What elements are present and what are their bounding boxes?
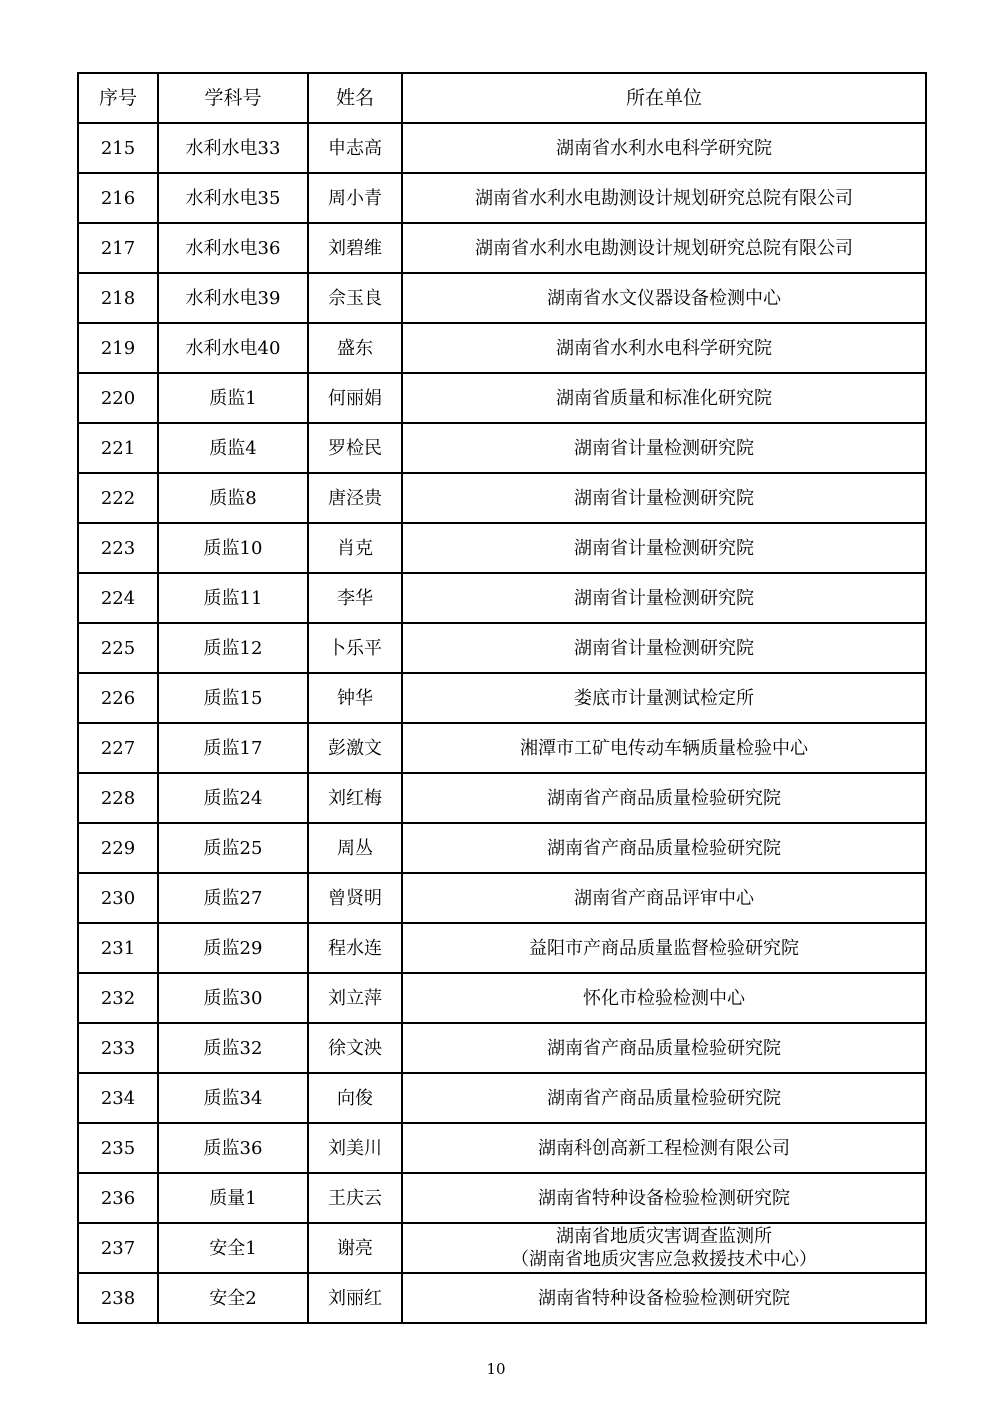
- unit-line: 湖南省水利水电科学研究院: [556, 337, 772, 359]
- table-row: [78, 923, 926, 973]
- serial-number-cell: 229: [78, 823, 158, 873]
- table-row: [78, 823, 926, 873]
- subject-code-cell: 质监36: [158, 1123, 308, 1173]
- name-cell: 谢亮: [308, 1223, 402, 1273]
- table-row: [78, 773, 926, 823]
- serial-number-cell: 226: [78, 673, 158, 723]
- unit-cell: [402, 1023, 926, 1073]
- unit-cell: [402, 323, 926, 373]
- unit-line: 娄底市计量测试检定所: [574, 687, 754, 709]
- unit-cell: [402, 873, 926, 923]
- unit-line: （湖南省地质灾害应急救援技术中心）: [511, 1249, 817, 1270]
- unit-line: 湖南省计量检测研究院: [574, 487, 754, 509]
- table-row: [78, 1073, 926, 1123]
- table-row: [78, 123, 926, 173]
- serial-number-cell: 221: [78, 423, 158, 473]
- table-body: [78, 123, 926, 1323]
- unit-cell: [402, 373, 926, 423]
- subject-code-cell: 质监17: [158, 723, 308, 773]
- unit-cell: [402, 573, 926, 623]
- table-row: [78, 573, 926, 623]
- table-row: [78, 1173, 926, 1223]
- unit-cell: [402, 1073, 926, 1123]
- serial-number-cell: 231: [78, 923, 158, 973]
- unit-line: 湖南省计量检测研究院: [574, 437, 754, 459]
- name-cell: 周小青: [308, 173, 402, 223]
- table-row: [78, 173, 926, 223]
- serial-number-cell: 238: [78, 1273, 158, 1323]
- header-subject-code: 学科号: [158, 73, 308, 123]
- table-row: [78, 1223, 926, 1273]
- name-cell: 程水连: [308, 923, 402, 973]
- serial-number-cell: 228: [78, 773, 158, 823]
- name-cell: 刘碧维: [308, 223, 402, 273]
- table-row: [78, 1123, 926, 1173]
- unit-line: 湖南省产商品质量检验研究院: [547, 837, 781, 859]
- subject-code-cell: 质监29: [158, 923, 308, 973]
- unit-line: 湖南省产商品评审中心: [574, 887, 754, 909]
- unit-line: 湖南省水利水电科学研究院: [556, 137, 772, 159]
- table-row: [78, 273, 926, 323]
- serial-number-cell: 233: [78, 1023, 158, 1073]
- name-cell: 申志高: [308, 123, 402, 173]
- table-row: [78, 423, 926, 473]
- table-row: [78, 473, 926, 523]
- name-cell: 曾贤明: [308, 873, 402, 923]
- unit-line: 湖南省计量检测研究院: [574, 637, 754, 659]
- subject-code-cell: 水利水电35: [158, 173, 308, 223]
- unit-line: 湖南省水利水电勘测设计规划研究总院有限公司: [475, 237, 853, 259]
- unit-cell: [402, 923, 926, 973]
- unit-cell: [402, 173, 926, 223]
- serial-number-cell: 232: [78, 973, 158, 1023]
- name-cell: 何丽娟: [308, 373, 402, 423]
- unit-line: 湖南省产商品质量检验研究院: [547, 1037, 781, 1059]
- name-cell: 李华: [308, 573, 402, 623]
- unit-line: 怀化市检验检测中心: [583, 987, 745, 1009]
- serial-number-cell: 220: [78, 373, 158, 423]
- name-cell: 刘丽红: [308, 1273, 402, 1323]
- name-cell: 佘玉良: [308, 273, 402, 323]
- table-row: [78, 673, 926, 723]
- subject-code-cell: 质监4: [158, 423, 308, 473]
- unit-line: 益阳市产商品质量监督检验研究院: [529, 937, 799, 959]
- serial-number-cell: 219: [78, 323, 158, 373]
- unit-cell: [402, 423, 926, 473]
- serial-number-cell: 227: [78, 723, 158, 773]
- subject-code-cell: 安全1: [158, 1223, 308, 1273]
- subject-code-cell: 质监24: [158, 773, 308, 823]
- serial-number-cell: 234: [78, 1073, 158, 1123]
- subject-code-cell: 质监10: [158, 523, 308, 573]
- serial-number-cell: 222: [78, 473, 158, 523]
- roster-table: [77, 72, 927, 1324]
- serial-number-cell: 218: [78, 273, 158, 323]
- table-row: [78, 1273, 926, 1323]
- serial-number-cell: 217: [78, 223, 158, 273]
- serial-number-cell: 224: [78, 573, 158, 623]
- name-cell: 王庆云: [308, 1173, 402, 1223]
- unit-cell: [402, 1223, 926, 1273]
- table-row: [78, 373, 926, 423]
- subject-code-cell: 质监15: [158, 673, 308, 723]
- unit-cell: [402, 973, 926, 1023]
- subject-code-cell: 质监30: [158, 973, 308, 1023]
- subject-code-cell: 安全2: [158, 1273, 308, 1323]
- unit-line: 湖南省水文仪器设备检测中心: [547, 287, 781, 309]
- unit-line: 湖南省特种设备检验检测研究院: [538, 1287, 790, 1309]
- header-serial-number: 序号: [78, 73, 158, 123]
- name-cell: 肖克: [308, 523, 402, 573]
- serial-number-cell: 230: [78, 873, 158, 923]
- unit-line: 湖南省地质灾害调查监测所: [556, 1226, 772, 1247]
- name-cell: 徐文泱: [308, 1023, 402, 1073]
- unit-cell: [402, 223, 926, 273]
- unit-line: 湖南省计量检测研究院: [574, 537, 754, 559]
- name-cell: 罗检民: [308, 423, 402, 473]
- subject-code-cell: 质监12: [158, 623, 308, 673]
- name-cell: 卜乐平: [308, 623, 402, 673]
- header-row: [78, 73, 926, 123]
- table-row: [78, 523, 926, 573]
- subject-code-cell: 质监8: [158, 473, 308, 523]
- name-cell: 盛东: [308, 323, 402, 373]
- unit-line: 湖南省产商品质量检验研究院: [547, 1087, 781, 1109]
- table-header: [78, 73, 926, 123]
- unit-line: 湖南省计量检测研究院: [574, 587, 754, 609]
- subject-code-cell: 水利水电39: [158, 273, 308, 323]
- name-cell: 刘美川: [308, 1123, 402, 1173]
- serial-number-cell: 237: [78, 1223, 158, 1273]
- table-row: [78, 873, 926, 923]
- serial-number-cell: 223: [78, 523, 158, 573]
- table-row: [78, 723, 926, 773]
- unit-line: 湖南省质量和标准化研究院: [556, 387, 772, 409]
- serial-number-cell: 225: [78, 623, 158, 673]
- name-cell: 钟华: [308, 673, 402, 723]
- unit-line: 湖南科创高新工程检测有限公司: [538, 1137, 790, 1159]
- unit-cell: [402, 123, 926, 173]
- name-cell: 刘立萍: [308, 973, 402, 1023]
- subject-code-cell: 水利水电36: [158, 223, 308, 273]
- subject-code-cell: 质监32: [158, 1023, 308, 1073]
- subject-code-cell: 水利水电33: [158, 123, 308, 173]
- unit-cell: [402, 1123, 926, 1173]
- unit-cell: [402, 1273, 926, 1323]
- table-row: [78, 623, 926, 673]
- name-cell: 周丛: [308, 823, 402, 873]
- table-row: [78, 223, 926, 273]
- name-cell: 唐泾贵: [308, 473, 402, 523]
- subject-code-cell: 质监34: [158, 1073, 308, 1123]
- subject-code-cell: 质量1: [158, 1173, 308, 1223]
- subject-code-cell: 质监27: [158, 873, 308, 923]
- unit-cell: [402, 673, 926, 723]
- subject-code-cell: 质监25: [158, 823, 308, 873]
- header-unit: 所在单位: [402, 73, 926, 123]
- subject-code-cell: 质监11: [158, 573, 308, 623]
- unit-line: 湘潭市工矿电传动车辆质量检验中心: [520, 737, 808, 759]
- name-cell: 刘红梅: [308, 773, 402, 823]
- table-row: [78, 973, 926, 1023]
- unit-cell: [402, 773, 926, 823]
- unit-cell: [402, 823, 926, 873]
- serial-number-cell: 236: [78, 1173, 158, 1223]
- name-cell: 彭激文: [308, 723, 402, 773]
- unit-cell: [402, 273, 926, 323]
- subject-code-cell: 水利水电40: [158, 323, 308, 373]
- unit-line: 湖南省水利水电勘测设计规划研究总院有限公司: [475, 187, 853, 209]
- unit-cell: [402, 473, 926, 523]
- page-number: 10: [486, 1360, 506, 1378]
- serial-number-cell: 216: [78, 173, 158, 223]
- header-name: 姓名: [308, 73, 402, 123]
- table-row: [78, 1023, 926, 1073]
- unit-line: 湖南省产商品质量检验研究院: [547, 787, 781, 809]
- unit-cell: [402, 523, 926, 573]
- serial-number-cell: 235: [78, 1123, 158, 1173]
- unit-cell: [402, 723, 926, 773]
- table-row: [78, 323, 926, 373]
- unit-cell: [402, 1173, 926, 1223]
- subject-code-cell: 质监1: [158, 373, 308, 423]
- unit-line: 湖南省特种设备检验检测研究院: [538, 1187, 790, 1209]
- serial-number-cell: 215: [78, 123, 158, 173]
- name-cell: 向俊: [308, 1073, 402, 1123]
- unit-cell: [402, 623, 926, 673]
